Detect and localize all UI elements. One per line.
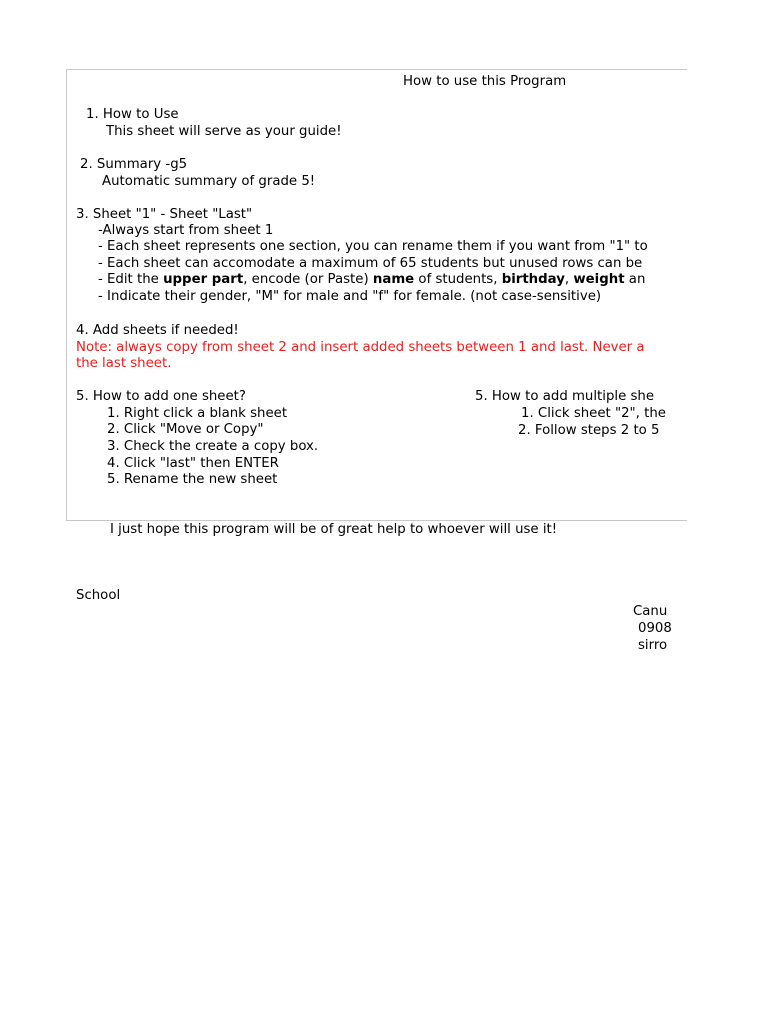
bullet-4-bold-birthday: birthday <box>501 272 565 287</box>
section-5a-step-2: 2. Click "Move or Copy" <box>107 422 264 437</box>
section-5b-heading: 5. How to add multiple she <box>475 389 655 404</box>
section-3-bullet-5: - Indicate their gender, "M" for male and "f" for female. (not case-sensitive) <box>98 289 602 304</box>
closing-message: I just hope this program will be of great help to whoever will use it! <box>110 522 558 537</box>
section-5b-step-2: 2. Follow steps 2 to 5 <box>518 423 660 438</box>
section-3-bullet-2: - Each sheet represents one section, you can rename them if you want from "1" to <box>98 239 648 254</box>
bullet-4-part-3: of students, <box>414 272 502 287</box>
section-4-note-line-2: the last sheet. <box>76 356 172 371</box>
school-label: School <box>76 588 121 603</box>
section-5a-heading: 5. How to add one sheet? <box>76 389 246 404</box>
bullet-4-part-4: , <box>564 272 574 287</box>
contact-line-1: Canu <box>633 604 668 619</box>
section-1-heading: 1. How to Use <box>86 107 179 122</box>
section-3-heading: 3. Sheet "1" - Sheet "Last" <box>76 207 253 222</box>
section-5a-step-5: 5. Rename the new sheet <box>107 472 278 487</box>
bullet-4-part-2: , encode (or Paste) <box>243 272 373 287</box>
contact-line-2: 0908 <box>638 621 672 636</box>
section-4-note-line-1: Note: always copy from sheet 2 and insert added sheets between 1 and last. Never a <box>76 340 645 355</box>
section-5a-step-4: 4. Click "last" then ENTER <box>107 456 279 471</box>
section-4-heading: 4. Add sheets if needed! <box>76 323 239 338</box>
page-title: How to use this Program <box>403 74 567 89</box>
section-3-bullet-1: -Always start from sheet 1 <box>98 223 274 238</box>
section-2-text: Automatic summary of grade 5! <box>102 174 316 189</box>
bullet-4-bold-upper-part: upper part <box>163 272 244 287</box>
bullet-4-part-5: an <box>624 272 646 287</box>
section-5a-step-3: 3. Check the create a copy box. <box>107 439 319 454</box>
section-5a-step-1: 1. Right click a blank sheet <box>107 406 288 421</box>
section-2-heading: 2. Summary -g5 <box>80 157 188 172</box>
section-3-bullet-3: - Each sheet can accomodate a maximum of 65 students but unused rows can be <box>98 256 643 271</box>
bullet-4-bold-weight: weight <box>573 272 625 287</box>
section-5b-step-1: 1. Click sheet "2", the <box>521 406 666 421</box>
section-1-text: This sheet will serve as your guide! <box>106 124 342 139</box>
bullet-4-bold-name: name <box>372 272 415 287</box>
section-3-bullet-4 <box>98 272 645 288</box>
contact-line-3: sirro <box>638 638 668 653</box>
bullet-4-part-1: - Edit the <box>98 272 164 287</box>
